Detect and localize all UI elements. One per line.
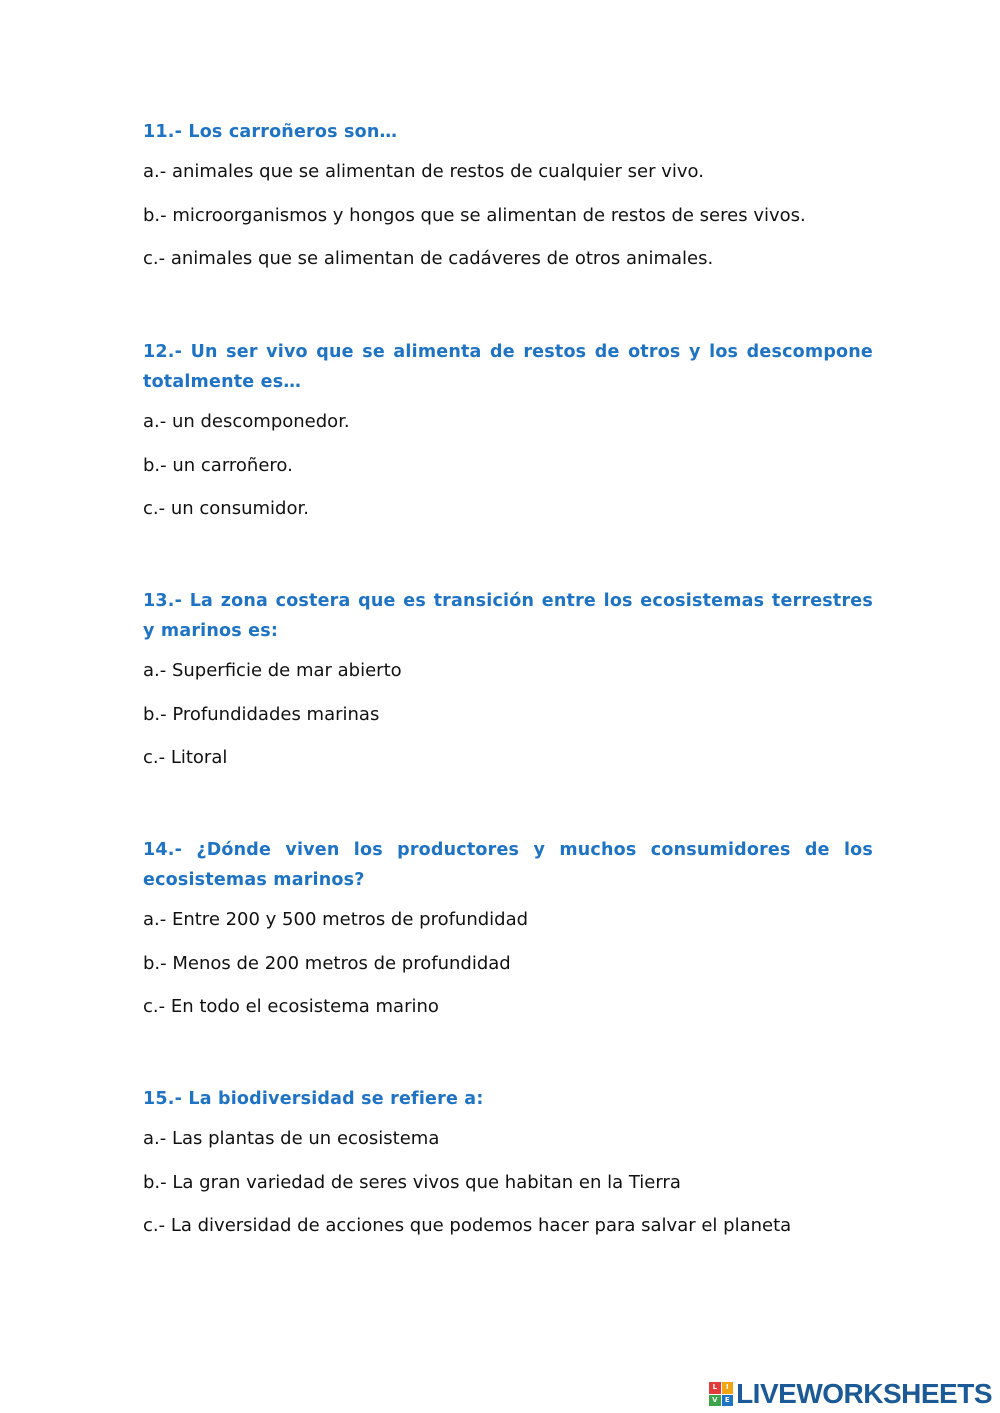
liveworksheets-logo (709, 1378, 992, 1410)
question-12 (143, 337, 873, 542)
answer-option-b[interactable]: b.- Menos de 200 metros de profundidad (143, 952, 511, 974)
answer-option-a[interactable]: a.- Las plantas de un ecosistema (143, 1128, 440, 1149)
answer-option-c[interactable]: c.- La diversidad de acciones que podemos hacer para salvar el planeta (143, 1215, 792, 1236)
answer-option-b[interactable]: b.- La gran variedad de seres vivos que habitan en la Tierra (143, 1171, 681, 1193)
question-14 (143, 835, 873, 1040)
answer-option-a[interactable]: a.- animales que se alimentan de restos de cualquier ser vivo. (143, 161, 704, 182)
answer-option-a[interactable]: a.- Superficie de mar abierto (143, 660, 402, 681)
answer-option-c[interactable]: c.- En todo el ecosistema marino (143, 996, 439, 1017)
question-title: 14.- ¿Dónde viven los productores y muchos consumidores de los ecosistemas marinos? (143, 840, 873, 890)
logo-mark-letter: V (709, 1395, 721, 1407)
logo-mark-letter: L (709, 1382, 721, 1394)
answer-option-a[interactable]: a.- un descomponedor. (143, 411, 350, 432)
question-title: 13.- La zona costera que es transición entre los ecosistemas terrestres y marinos es: (143, 591, 873, 641)
question-15 (143, 1084, 873, 1259)
logo-text: LIVEWORKSHEETS (736, 1378, 992, 1409)
question-title: 11.- Los carroñeros son… (143, 122, 398, 142)
logo-mark-letter: I (722, 1382, 734, 1394)
question-title: 15.- La biodiversidad se refiere a: (143, 1089, 484, 1109)
question-title: 12.- Un ser vivo que se alimenta de restos de otros y los descompone totalmente es… (143, 342, 873, 392)
question-11 (143, 117, 873, 292)
answer-option-b[interactable]: b.- un carroñero. (143, 454, 293, 476)
answer-option-c[interactable]: c.- un consumidor. (143, 498, 309, 519)
answer-option-c[interactable]: c.- animales que se alimentan de cadáveres de otros animales. (143, 248, 714, 269)
question-13 (143, 586, 873, 791)
answer-option-c[interactable]: c.- Litoral (143, 747, 228, 768)
logo-mark-icon (709, 1382, 733, 1406)
answer-option-b[interactable]: b.- microorganismos y hongos que se alimentan de restos de seres vivos. (143, 204, 806, 226)
logo-mark-letter: E (722, 1395, 734, 1407)
answer-option-a[interactable]: a.- Entre 200 y 500 metros de profundidad (143, 909, 529, 930)
answer-option-b[interactable]: b.- Profundidades marinas (143, 703, 380, 725)
